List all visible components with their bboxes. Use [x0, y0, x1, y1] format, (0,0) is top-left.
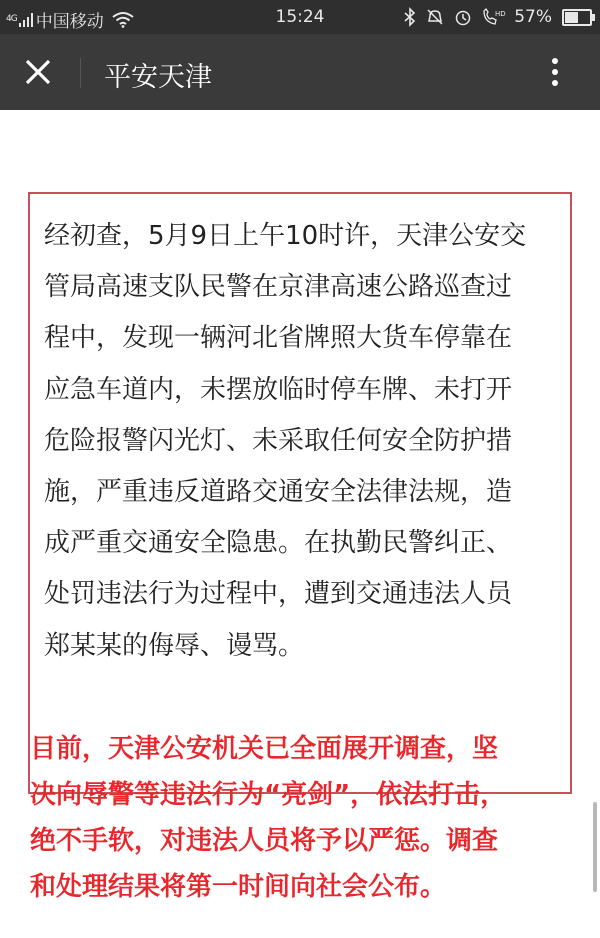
- page-title: 平安天津: [104, 62, 212, 93]
- mute-icon: [426, 8, 444, 26]
- bluetooth-icon: [404, 8, 416, 26]
- battery-icon: [562, 9, 592, 26]
- title-divider: [80, 58, 81, 88]
- close-button[interactable]: [18, 52, 58, 92]
- red-line: 和处理结果将第一时间向社会公布。: [30, 872, 447, 902]
- status-bar: [0, 0, 600, 34]
- red-paragraph: [30, 726, 590, 910]
- close-icon: [18, 52, 58, 92]
- signal-type-label: 4G: [6, 14, 17, 24]
- scrollbar[interactable]: [593, 802, 597, 892]
- boxed-line: 危险报警闪光灯、未采取任何安全防护措: [44, 425, 513, 456]
- boxed-line: 处罚违法行为过程中，遭到交通违法人员: [44, 579, 513, 610]
- boxed-line: 应急车道内，未摆放临时停车牌、未打开: [44, 374, 513, 405]
- hd-call-icon: [482, 8, 504, 26]
- red-line: 决向辱警等违法行为“亮剑”，依法打击，: [30, 780, 507, 810]
- title-bar: [0, 34, 600, 110]
- carrier-name: 中国移动: [35, 12, 104, 32]
- boxed-line: 郑某某的侮辱、谩骂。: [44, 630, 305, 661]
- boxed-line: 成严重交通安全隐患。在执勤民警纠正、: [44, 528, 513, 559]
- more-options-button[interactable]: [540, 52, 570, 92]
- red-line: 目前，天津公安机关已全面展开调查，坚: [30, 734, 499, 764]
- boxed-line: 施，严重违反道路交通安全法律法规，造: [44, 477, 513, 508]
- boxed-paragraph: [44, 211, 554, 672]
- boxed-line: 经初查，5月9日上午10时许，天津公安交: [44, 221, 527, 251]
- boxed-line: 程中，发现一辆河北省牌照大货车停靠在: [44, 323, 513, 354]
- boxed-line: 管局高速支队民警在京津高速公路巡查过: [44, 272, 513, 303]
- svg-text:HD: HD: [495, 10, 506, 18]
- article-content: [0, 110, 600, 938]
- red-line: 绝不手软，对违法人员将予以严惩。调查: [30, 826, 499, 856]
- status-time: 15:24: [275, 7, 325, 27]
- battery-percent: 57%: [514, 7, 552, 27]
- alarm-icon: [454, 8, 472, 26]
- more-vertical-icon: [540, 52, 570, 92]
